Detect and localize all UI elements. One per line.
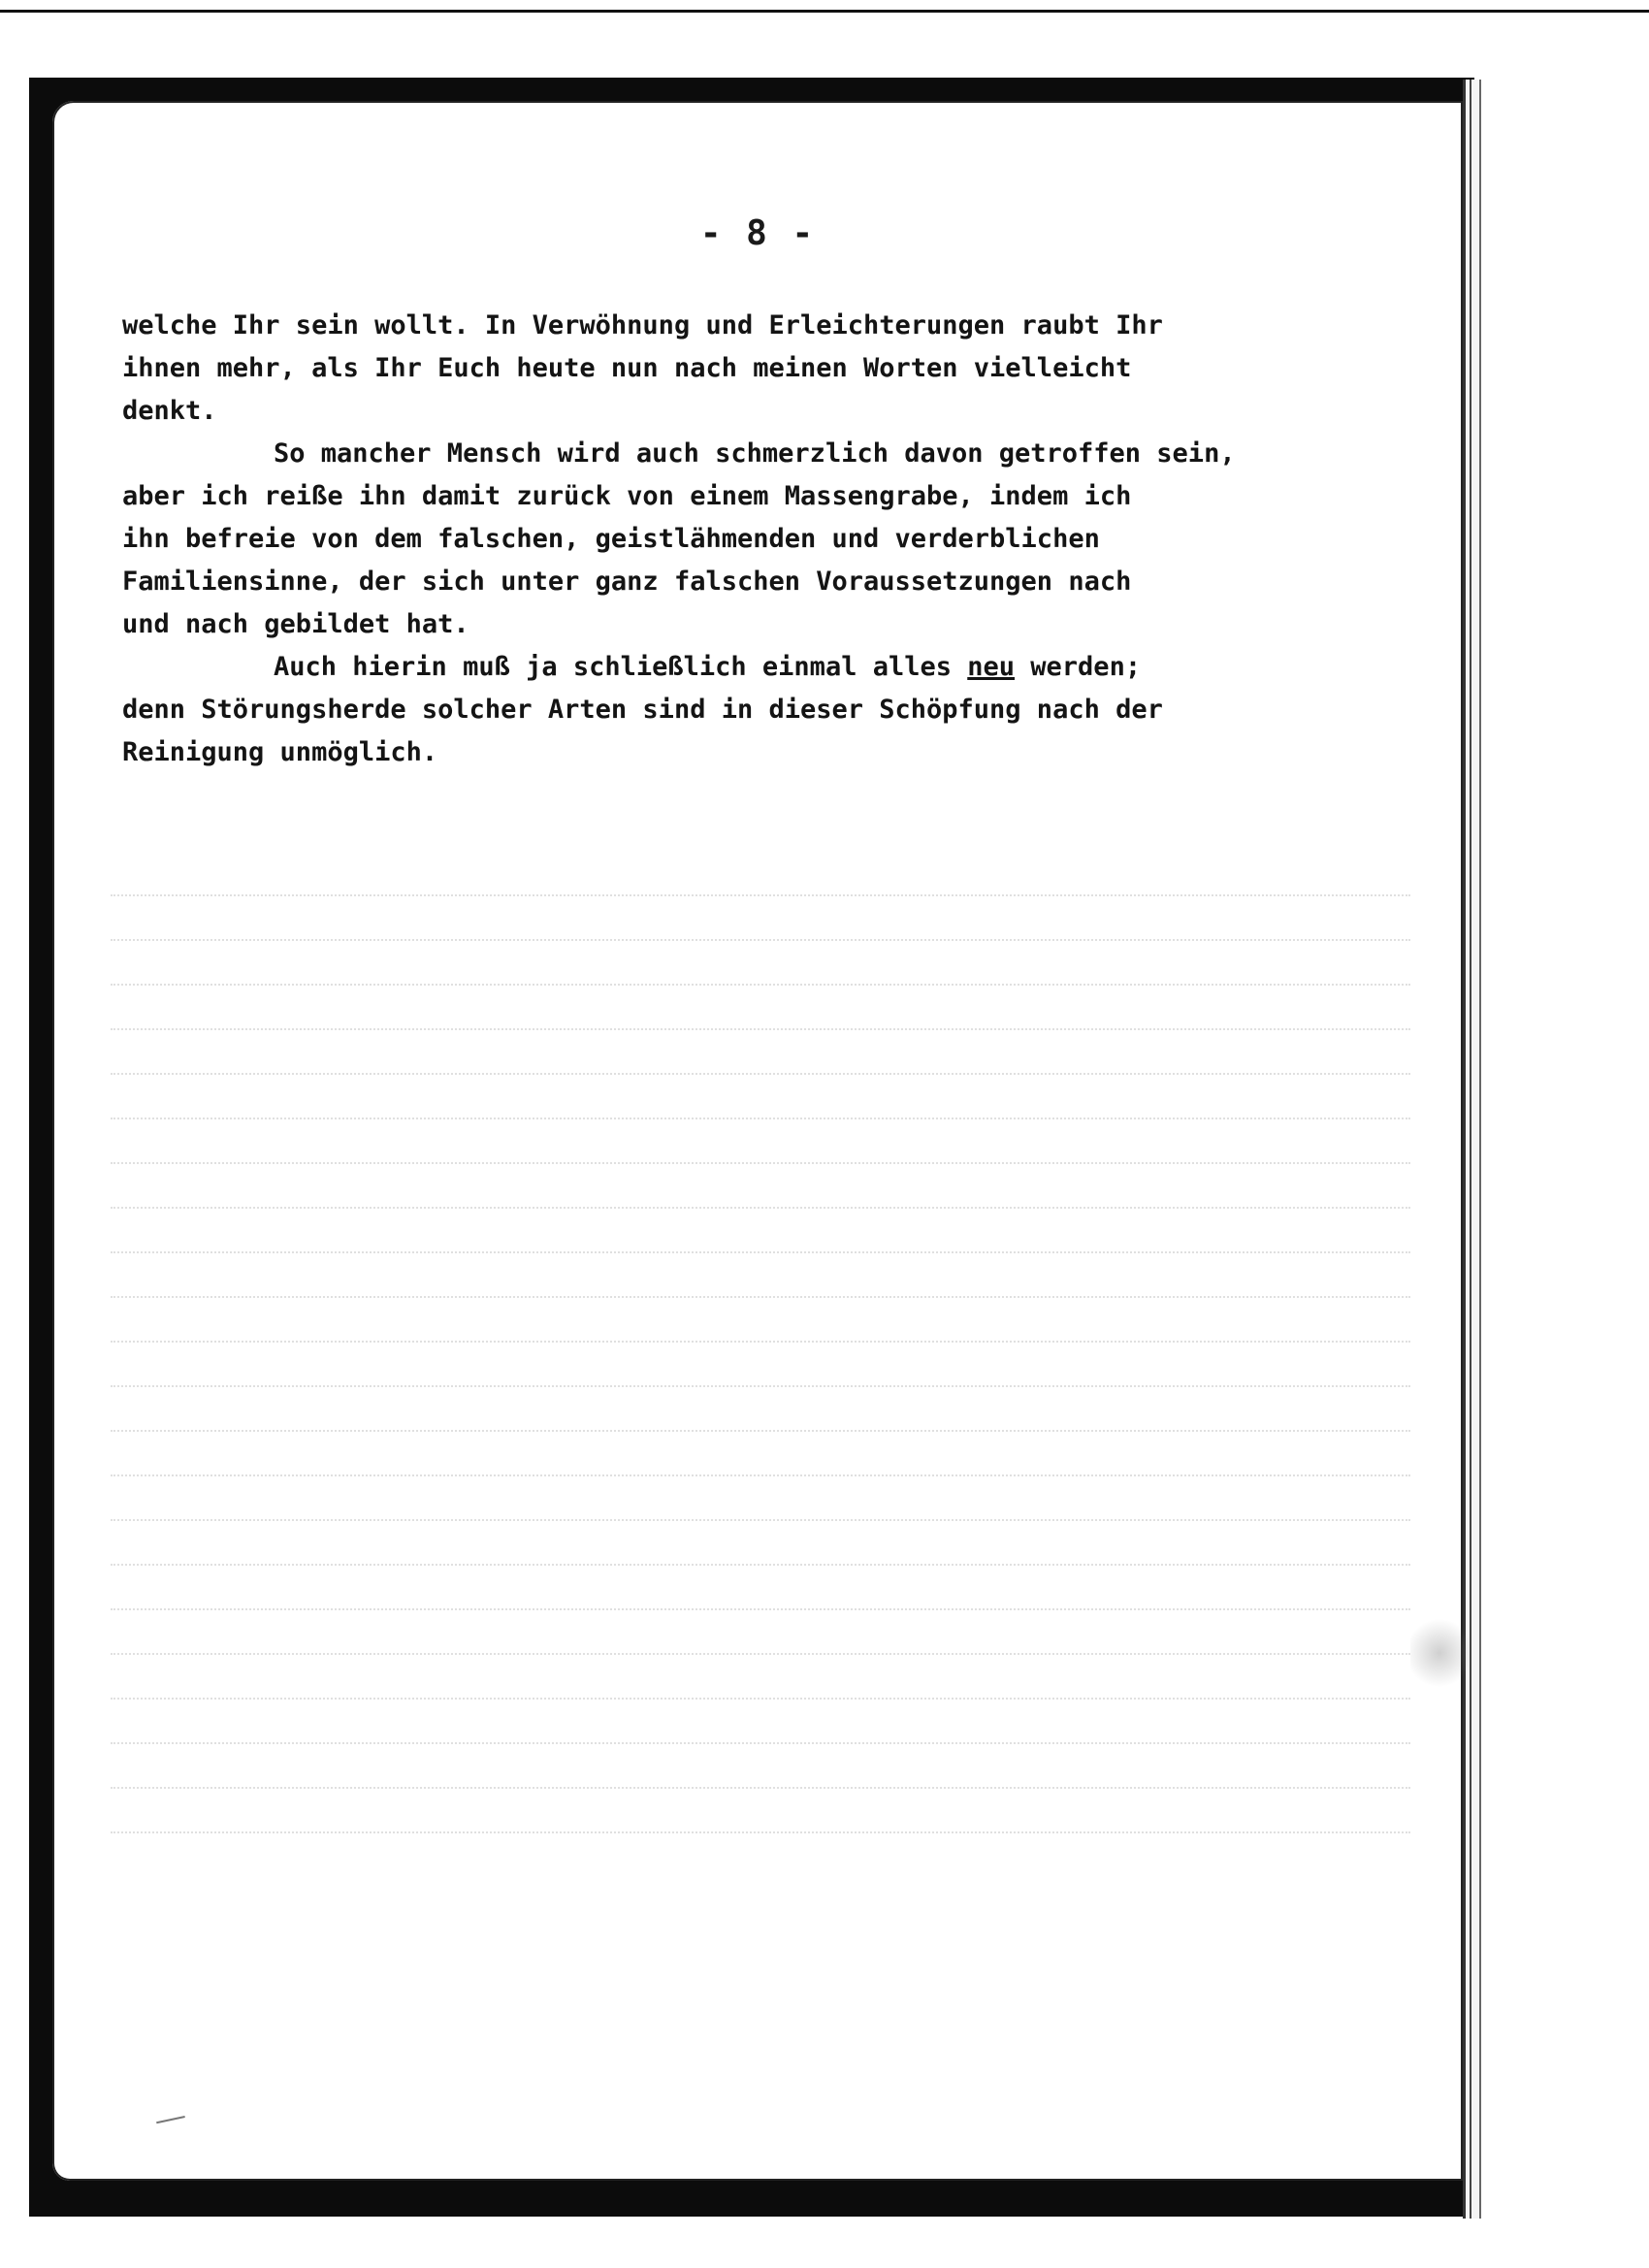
text-line: denn Störungsherde solcher Arten sind in dieser Schöpfung nach der [122,695,1163,725]
bleed-line [111,1564,1410,1571]
bleed-line [111,894,1410,902]
text-line: aber ich reiße ihn damit zurück von einem Massengrabe, indem ich [122,481,1132,511]
text-line: welche Ihr sein wollt. In Verwöhnung und Erleichterungen raubt Ihr [122,310,1163,340]
bleed-line [111,1831,1410,1839]
top-edge-rule [0,10,1649,13]
document-page [52,101,1463,2181]
bleed-line [111,1251,1410,1259]
page-number: - 8 - [699,213,816,253]
margin-mark [156,2116,187,2133]
bleed-line [111,1474,1410,1482]
bleed-line [111,1341,1410,1348]
bleed-line [111,939,1410,947]
bleed-line [111,1162,1410,1170]
bleed-through-texture [111,894,1410,1961]
bleed-line [111,984,1410,991]
bleed-line [111,1698,1410,1705]
bleed-line [111,1608,1410,1616]
bleed-line [111,1430,1410,1438]
text-line: ihnen mehr, als Ihr Euch heute nun nach meinen Worten vielleicht [122,353,1132,383]
underlined-word: neu [967,652,1016,682]
text-line: ihn befreie von dem falschen, geistlähmenden und verderblichen [122,524,1100,554]
paragraph-2 [122,433,1451,646]
scan-smudge [1410,1614,1469,1692]
bleed-line [111,1653,1410,1661]
text-line: So mancher Mensch wird auch schmerzlich davon getroffen sein, [274,438,1236,469]
bleed-line [111,1787,1410,1795]
bleed-line [111,1296,1410,1304]
bleed-line [111,1207,1410,1215]
bleed-line [111,1519,1410,1527]
text-line: Familiensinne, der sich unter ganz falschen Voraussetzungen nach [122,567,1132,597]
bleed-line [111,1073,1410,1081]
text-line: und nach gebildet hat. [122,609,469,639]
page-edge-right [1463,80,1481,2219]
paragraph-3 [122,646,1451,774]
paragraph-1 [122,305,1451,433]
bleed-line [111,1742,1410,1750]
text-run: werden; [1015,652,1142,682]
text-run: Auch hierin muß ja schließlich einmal alles [274,652,968,682]
text-line [122,646,1451,689]
bleed-line [111,1118,1410,1125]
bleed-line [111,1028,1410,1036]
body-text [122,305,1451,774]
text-line: Reinigung unmöglich. [122,737,438,767]
text-line: denkt. [122,396,217,426]
bleed-line [111,1385,1410,1393]
